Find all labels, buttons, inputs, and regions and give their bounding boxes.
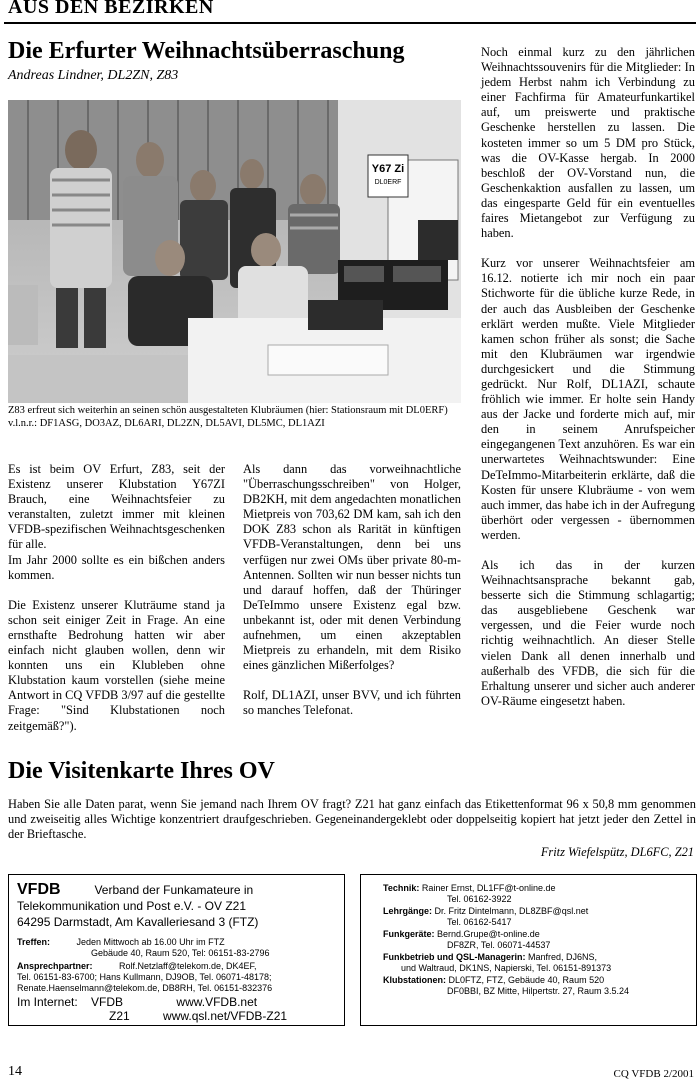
article2-intro: Haben Sie alle Daten parat, wenn Sie jemand nach Ihrem OV fragt? Z21 hat ganz einfach das Etikettenformat 96 x 50,8 mm genommen und zweiseitig alles Wichtige konzentriert draufgeschrieben. Gegeneinandergeklebt oder doppelseitig kopiert hat jetzt jeder den Zettel in der Brieftasche.	[8, 797, 696, 842]
card-treffen-label: Treffen:	[17, 937, 51, 947]
article2-signature: Fritz Wiefelspütz, DL6FC, Z21	[540, 845, 694, 859]
club-photo	[8, 100, 461, 403]
card-geraete-1: Bernd.Grupe@t-online.de	[437, 929, 540, 939]
card-internet-label: Im Internet:	[17, 995, 78, 1009]
article-left-column	[8, 462, 225, 734]
card-lehr-2: Tel. 06162-5417	[447, 917, 512, 927]
issue-label: CQ VFDB 2/2001	[613, 1068, 694, 1080]
section-title: AUS DEN BEZIRKEN	[8, 0, 214, 18]
sign-sub: DL0ERF	[374, 179, 402, 186]
card-ansprech-1: Rolf.Netzlaff@telekom.de, DK4EF,	[119, 961, 257, 971]
caption-names: v.l.n.r.: DF1ASG, DO3AZ, DL6ARI, DL2ZN, DL5AVI, DL5MC, DL1AZI	[8, 417, 325, 429]
card-geraete-2: DF8ZR, Tel. 06071-44537	[447, 940, 551, 950]
card-klub-1: DL0FTZ, FTZ, Gebäude 40, Raum 520	[448, 975, 605, 985]
club-photo-image	[8, 100, 461, 403]
card-treffen-1: Jeden Mittwoch ab 16.00 Uhr im FTZ	[76, 937, 225, 947]
card-internet-1a: VFDB	[91, 995, 124, 1009]
card-org: VFDB	[17, 881, 61, 898]
article2-title: Die Visitenkarte Ihres OV	[8, 758, 275, 784]
card-technik-label: Technik:	[383, 883, 420, 893]
paragraph: Noch einmal kurz zu den jährlichen Weihnachtssouvenirs für die Mitglieder: In jedem Herbst nahm ich Verbindung zu einer Fachfirma für Amateurfunkartikel auf, um preiswerte und praktische Geschenke herstellen zu lassen. Die kosteten immer so um 5 DM pro Stück, was die OV-Kasse hergab. In 2000 beschloß der OV-Vorstand nun, die Geschenkaktion ausfallen zu lassen, um das eingesparte Geld für ein eventuelles faires Mietangebot zur Verfügung zu haben.	[481, 45, 695, 241]
article-title: Die Erfurter Weihnachtsüberraschung	[8, 38, 405, 64]
card-org-line2: Telekommunikation und Post e.V. - OV Z21	[17, 899, 247, 913]
card-internet-2b: www.qsl.net/VFDB-Z21	[163, 1009, 288, 1023]
paragraph: Die Existenz unserer Kluträume stand ja schon seit einiger Zeit in Frage. An eine ernsthafte Bedrohung hatten wir aber einfach nicht glauben wollen, denn wir konnten uns ein Klubleben ohne Klubstation kaum vorstellen (siehe meine Antwort in CQ VFDB 3/97 auf die gestellte Frage: "Sind Klubstationen noch zeitgemäß?").	[8, 597, 225, 733]
card-internet-1b: www.VFDB.net	[176, 995, 258, 1009]
card-technik-2: Tel. 06162-3922	[447, 894, 512, 904]
card-technik-1: Rainer Ernst, DL1FF@t-online.de	[421, 883, 556, 893]
article-byline: Andreas Lindner, DL2ZN, Z83	[8, 68, 179, 83]
card-treffen-2: Gebäude 40, Raum 520, Tel: 06151-83-2796	[91, 948, 270, 958]
business-card-back	[360, 874, 697, 1026]
card-org-full: Verband der Funkamateure in	[94, 883, 254, 897]
card-address: 64295 Darmstadt, Am Kavalleriesand 3 (FTZ)	[17, 915, 259, 929]
sign-callsign: Y67 Zi	[371, 163, 405, 175]
card-internet-2a: Z21	[109, 1009, 130, 1023]
card-lehr-label: Lehrgänge:	[383, 906, 433, 916]
card-ansprech-label: Ansprechpartner:	[17, 961, 93, 971]
section-header	[4, 0, 696, 24]
page-number: 14	[8, 1064, 22, 1079]
paragraph: Im Jahr 2000 sollte es ein bißchen anders kommen.	[8, 552, 225, 582]
card-ansprech-2: Tel. 06151-83-6700; Hans Kullmann, DJ9OB, Tel. 06071-48178;	[17, 972, 272, 982]
card-ansprech-3: Renate.Haenselmann@telekom.de, DB8RH, Tel. 06151-832376	[17, 983, 273, 993]
card-qsl-label: Funkbetrieb und QSL-Managerin:	[383, 952, 526, 962]
business-card-front	[8, 874, 345, 1026]
paragraph: Als dann das vorweihnachtliche "Überraschungsschreiben" von Holger, DB2KH, mit dem angedachten monatlichen Mietpreis von 703,62 DM kam, sah ich den DOK Z83 schon als Rarität in künftigen VFDB-Veranstaltungen, denn bei uns verfügen nur zwei OMs über private 80-m-Antennen. Sollten wir nun besser nichts tun und darauf hoffen, daß der Thüringer DeTeImmo unsere Existenz egal bzw. unbekannt ist, oder mit denen Verbindung aufnehmen, um einen akzeptablen Mietpreis zu erhandeln, mit dem Risiko eines gänzlichen Mißerfolges?	[243, 462, 461, 673]
paragraph: Kurz vor unserer Weihnachtsfeier am 16.12. notierte ich mir noch ein paar Stichworte für die übliche kurze Rede, in der auch das Ausbleiben der Geschenke erklärt werden mußte. Viele Mitglieder kamen schon früher als sonst; die Sache mit den Klubräumen war irgendwie durchgesickert und die Stimmung gedrückt. Nur Rolf, DL1AZI, schaute fröhlich wie immer. Er holte sein Handy aus der Jacke und forderte mich auf, mir den in seinem Anrufspeicher eingegangenen Text anzuhören. Es war ein unerwartetes Weihnachtswunder: Eine DeTeImmo-Mitarbeiterin erklärte, daß die Kosten für unsere Klubräume - von wem auch immer, das habe ich in der Aufregung überhört oder vergessen - übernommen werden.	[481, 256, 695, 542]
paragraph: Rolf, DL1AZI, unser BVV, und ich führten so manches Telefonat.	[243, 688, 461, 718]
card-geraete-label: Funkgeräte:	[383, 929, 435, 939]
paragraph: Es ist beim OV Erfurt, Z83, seit der Existenz unserer Klubstation Y67ZI Brauch, eine Weihnachtsfeier zu veranstalten, zuletzt immer mit kleinen VFDB-spezifischen Weihnachtsgeschenken für alle.	[8, 462, 225, 552]
card-lehr-1: Dr. Fritz Dintelmann, DL8ZBF@qsl.net	[434, 906, 589, 916]
article-middle-column	[243, 462, 461, 719]
paragraph: Als ich das in der kurzen Weihnachtsansprache bekannt gab, besserte sich die Stimmung schlagartig; das ausgebliebene Geschenk war vergessen, und die Feier wurde noch richtig weihnachtlich. An dieser Stelle vielen Dank all denen innerhalb und außerhalb des VFDB, die sich für die Erhaltung unserer und sicher auch anderer OV-Räume eingesetzt haben.	[481, 558, 695, 708]
card-klub-label: Klubstationen:	[383, 975, 446, 985]
card-klub-2: DF0BBI, BZ Mitte, Hilpertstr. 27, Raum 3.5.24	[447, 986, 630, 996]
article-right-column	[481, 45, 695, 709]
card-qsl-2: und Waltraud, DK1NS, Napierski, Tel. 06151-891373	[401, 963, 612, 973]
photo-caption	[8, 405, 463, 430]
caption-text: Z83 erfreut sich weiterhin an seinen schön ausgestalteten Klubräumen (hier: Stationsraum mit DL0ERF)	[8, 405, 448, 416]
card-qsl-1: Manfred, DJ6NS,	[528, 952, 598, 962]
